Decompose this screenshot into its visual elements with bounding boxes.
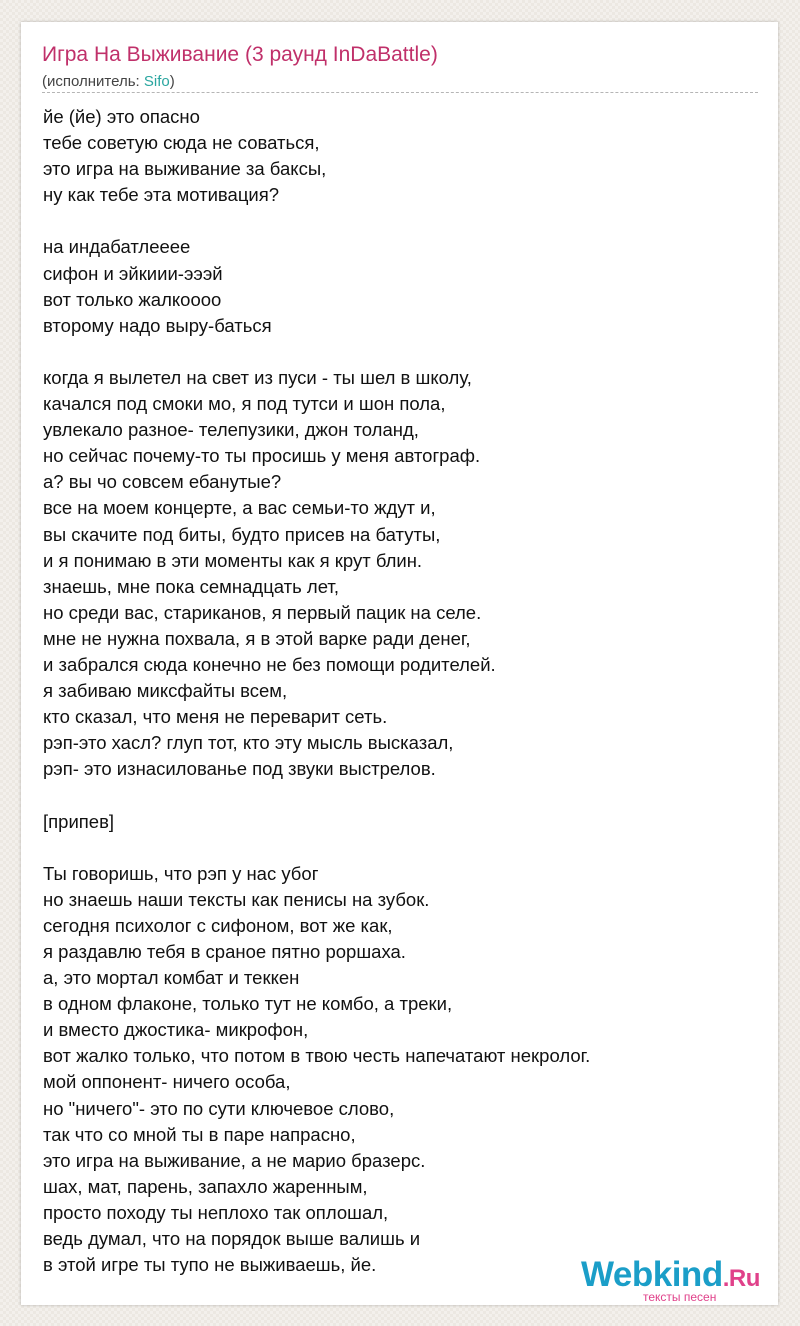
lyric-line: но сейчас почему-то ты просишь у меня автограф. bbox=[43, 445, 481, 467]
lyric-line: в этой игре ты тупо не выживаешь, йе. bbox=[43, 1254, 377, 1276]
stanza-break bbox=[43, 835, 763, 861]
lyric-line: вот только жалкоооо bbox=[43, 288, 222, 310]
lyric-line: а, это мортал комбат и теккен bbox=[43, 967, 300, 989]
lyric-line: вы скачите под биты, будто присев на батуты, bbox=[43, 523, 441, 545]
lyric-line: рэп-это хасл? глуп тот, кто эту мысль высказал, bbox=[43, 732, 454, 754]
lyric-line: вот жалко только, что потом в твою честь напечатают некролог. bbox=[43, 1045, 591, 1067]
lyric-line: но знаешь наши тексты как пенисы на зубок. bbox=[43, 888, 430, 910]
lyric-line: сифон и эйкиии-эээй bbox=[43, 262, 223, 284]
stanza-break bbox=[43, 208, 763, 234]
lyric-line: мне не нужна похвала, я в этой варке ради денег, bbox=[43, 627, 471, 649]
stanza-break bbox=[43, 782, 763, 808]
lyric-line: знаешь, мне пока семнадцать лет, bbox=[43, 575, 339, 597]
lyric-line: качался под смоки мо, я под тутси и шон пола, bbox=[43, 393, 446, 415]
lyric-line: кто сказал, что меня не переварит сеть. bbox=[43, 706, 388, 728]
lyric-line: но среди вас, стариканов, я первый пацик на селе. bbox=[43, 601, 482, 623]
page-title: Игра На Выживание (3 раунд InDaBattle) bbox=[42, 43, 438, 66]
lyric-line: ну как тебе эта мотивация? bbox=[43, 184, 280, 206]
lyric-line: я раздавлю тебя в сраное пятно роршаха. bbox=[43, 941, 406, 962]
lyric-line: когда я вылетел на свет из пуси - ты шел в школу, bbox=[43, 366, 472, 388]
lyric-line: на индабатлеееe bbox=[43, 236, 191, 258]
lyric-line: просто походу ты неплохо так оплошал, bbox=[43, 1201, 389, 1223]
artist-prefix: (исполнитель: bbox=[42, 73, 144, 90]
lyric-line: в одном флаконе, только тут не комбо, а треки, bbox=[43, 993, 453, 1015]
lyric-line: рэп- это изнасилованье под звуки выстрелов. bbox=[43, 758, 436, 780]
lyric-line: увлекало разное- телепузики, джон толанд, bbox=[43, 419, 419, 441]
lyric-line: и я понимаю в эти моменты как я крут блин. bbox=[43, 549, 423, 571]
lyric-line: а? вы чо совсем ебанутые? bbox=[43, 471, 282, 493]
title-divider bbox=[42, 92, 758, 93]
logo-main-text: Webkind bbox=[581, 1255, 723, 1294]
lyric-line: сегодня психолог с сифоном, вот же как, bbox=[43, 914, 393, 936]
artist-suffix: ) bbox=[169, 73, 175, 90]
lyric-line: тебе советую сюда не соваться, bbox=[43, 132, 320, 154]
lyric-line: мой оппонент- ничего особа, bbox=[43, 1071, 291, 1093]
logo-suffix-text: .Ru bbox=[722, 1265, 760, 1292]
artist-line bbox=[42, 73, 175, 90]
lyric-line: и забрался сюда конечно не без помощи родителей. bbox=[43, 653, 496, 675]
lyric-line: йе (йе) это опасно bbox=[43, 106, 200, 127]
artist-link[interactable]: Sifo bbox=[143, 73, 170, 90]
logo-subtitle: тексты песен bbox=[643, 1290, 717, 1304]
lyric-line: все на моем концерте, а вас семьи-то ждут и, bbox=[43, 497, 436, 519]
lyric-line: я забиваю миксфайты всем, bbox=[43, 680, 288, 702]
lyric-line: Ты говоришь, что рэп у нас убог bbox=[43, 862, 319, 884]
lyric-line: ведь думал, что на порядок выше валишь и bbox=[43, 1228, 421, 1250]
site-logo[interactable] bbox=[581, 1255, 781, 1303]
lyric-line: шах, мат, парень, запахло жаренным, bbox=[43, 1175, 368, 1197]
lyric-line: это игра на выживание, а не марио бразерс. bbox=[43, 1149, 426, 1171]
lyric-line: и вместо джостика- микрофон, bbox=[43, 1019, 309, 1041]
lyrics-card bbox=[21, 22, 778, 1305]
stanza-break bbox=[43, 339, 763, 365]
lyric-line: так что со мной ты в паре напрасно, bbox=[43, 1123, 356, 1145]
lyric-line: [припев] bbox=[43, 810, 115, 832]
lyric-line: второму надо выру-баться bbox=[43, 314, 272, 336]
lyric-line: но "ничего"- это по сути ключевое слово, bbox=[43, 1097, 395, 1119]
lyric-line: это игра на выживание за баксы, bbox=[43, 158, 327, 180]
lyrics-body bbox=[43, 104, 763, 1278]
